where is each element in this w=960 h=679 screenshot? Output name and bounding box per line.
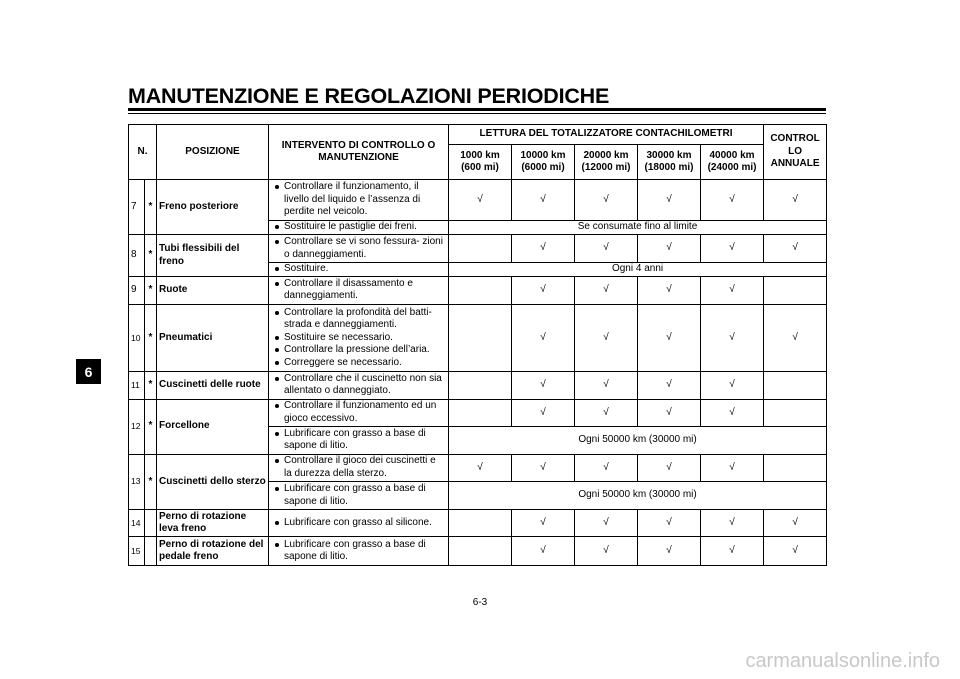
row-number: 12 bbox=[129, 399, 145, 454]
star-mark: * bbox=[145, 180, 157, 235]
check-mark: √ bbox=[638, 304, 701, 371]
row-number: 8 bbox=[129, 235, 145, 277]
action-item: Correggere se necessario. bbox=[271, 357, 446, 370]
check-mark: √ bbox=[512, 180, 575, 221]
check-mark: √ bbox=[575, 372, 638, 400]
check-mark: √ bbox=[764, 509, 827, 537]
check-empty bbox=[449, 399, 512, 427]
row-actions bbox=[269, 399, 449, 427]
check-mark: √ bbox=[701, 235, 764, 263]
interval-text: Se consumate fino al limite bbox=[449, 220, 827, 234]
title-rule-thin bbox=[128, 113, 826, 114]
check-mark: √ bbox=[512, 304, 575, 371]
check-mark: √ bbox=[575, 454, 638, 482]
page-number: 6-3 bbox=[472, 597, 488, 608]
interval-text: Ogni 50000 km (30000 mi) bbox=[449, 427, 827, 455]
row-number: 7 bbox=[129, 180, 145, 235]
row-actions bbox=[269, 262, 449, 276]
action-item: Controllare il gioco dei cuscinetti e la durezza della sterzo. bbox=[271, 455, 446, 480]
star-mark: * bbox=[145, 399, 157, 454]
action-item: Sostituire. bbox=[271, 263, 446, 276]
action-item: Lubrificare con grasso a base di sapone di litio. bbox=[271, 483, 446, 508]
row-actions bbox=[269, 235, 449, 263]
check-mark: √ bbox=[512, 372, 575, 400]
check-mark: √ bbox=[701, 304, 764, 371]
check-mark: √ bbox=[575, 235, 638, 263]
check-empty bbox=[764, 372, 827, 400]
check-mark: √ bbox=[575, 180, 638, 221]
check-mark: √ bbox=[638, 537, 701, 566]
check-mark: √ bbox=[701, 399, 764, 427]
row-actions bbox=[269, 509, 449, 537]
check-mark: √ bbox=[638, 180, 701, 221]
row-position: Cuscinetti dello sterzo bbox=[157, 454, 269, 509]
action-item: Controllare se vi sono fessura- zioni o danneggiamenti. bbox=[271, 236, 446, 261]
interval-text: Ogni 50000 km (30000 mi) bbox=[449, 482, 827, 510]
check-mark: √ bbox=[701, 180, 764, 221]
action-item: Controllare il funzionamento ed un gioco eccessivo. bbox=[271, 400, 446, 425]
check-mark: √ bbox=[638, 235, 701, 263]
table-row bbox=[129, 454, 827, 482]
row-position: Forcellone bbox=[157, 399, 269, 454]
table-row bbox=[129, 235, 827, 263]
check-mark: √ bbox=[575, 509, 638, 537]
star-mark: * bbox=[145, 372, 157, 400]
check-mark: √ bbox=[512, 277, 575, 305]
chapter-tab: 6 bbox=[76, 359, 101, 384]
check-empty bbox=[449, 235, 512, 263]
row-position: Freno posteriore bbox=[157, 180, 269, 235]
page-title: MANUTENZIONE E REGOLAZIONI PERIODICHE bbox=[128, 84, 610, 108]
check-mark: √ bbox=[575, 399, 638, 427]
action-item: Controllare il disassamento e danneggiamenti. bbox=[271, 278, 446, 303]
action-item: Lubrificare con grasso a base di sapone di litio. bbox=[271, 428, 446, 453]
interval-text: Ogni 4 anni bbox=[449, 262, 827, 276]
action-item: Sostituire se necessario. bbox=[271, 332, 446, 345]
title-rule bbox=[128, 108, 826, 111]
row-actions bbox=[269, 427, 449, 455]
row-position: Perno di rotazione leva freno bbox=[157, 509, 269, 537]
check-empty bbox=[764, 454, 827, 482]
check-mark: √ bbox=[764, 180, 827, 221]
header-km-30000: 30000 km (18000 mi) bbox=[638, 145, 701, 180]
check-mark: √ bbox=[638, 372, 701, 400]
action-item: Lubrificare con grasso a base di sapone di litio. bbox=[271, 539, 446, 564]
header-km-40000: 40000 km (24000 mi) bbox=[701, 145, 764, 180]
row-number: 9 bbox=[129, 277, 145, 305]
row-actions bbox=[269, 180, 449, 221]
check-mark: √ bbox=[701, 537, 764, 566]
action-item: Lubrificare con grasso al silicone. bbox=[271, 517, 446, 530]
check-mark: √ bbox=[512, 235, 575, 263]
watermark: carmanualsonline.info bbox=[745, 650, 940, 672]
row-actions bbox=[269, 454, 449, 482]
row-position: Perno di rotazione del pedale freno bbox=[157, 537, 269, 566]
action-item: Sostituire le pastiglie dei freni. bbox=[271, 221, 446, 234]
row-position: Tubi flessibili del freno bbox=[157, 235, 269, 277]
star-mark: * bbox=[145, 235, 157, 277]
row-actions bbox=[269, 482, 449, 510]
check-mark: √ bbox=[638, 277, 701, 305]
header-km-10000: 10000 km (6000 mi) bbox=[512, 145, 575, 180]
star-mark bbox=[145, 509, 157, 537]
check-mark: √ bbox=[575, 277, 638, 305]
table-row bbox=[129, 277, 827, 305]
table-row bbox=[129, 372, 827, 400]
star-mark: * bbox=[145, 304, 157, 371]
maintenance-table bbox=[128, 124, 827, 566]
check-mark: √ bbox=[701, 454, 764, 482]
header-km-20000: 20000 km (12000 mi) bbox=[575, 145, 638, 180]
header-intervention: INTERVENTO DI CONTROLLO O MANUTENZIONE bbox=[269, 125, 449, 180]
row-number: 10 bbox=[129, 304, 145, 371]
check-empty bbox=[764, 277, 827, 305]
row-position: Cuscinetti delle ruote bbox=[157, 372, 269, 400]
header-annual: CONTROL LO ANNUALE bbox=[764, 125, 827, 180]
check-mark: √ bbox=[701, 509, 764, 537]
star-mark: * bbox=[145, 454, 157, 509]
check-mark: √ bbox=[638, 509, 701, 537]
check-empty bbox=[449, 537, 512, 566]
check-mark: √ bbox=[512, 509, 575, 537]
check-mark: √ bbox=[764, 537, 827, 566]
check-mark: √ bbox=[764, 304, 827, 371]
row-number: 11 bbox=[129, 372, 145, 400]
check-mark: √ bbox=[575, 304, 638, 371]
star-mark bbox=[145, 537, 157, 566]
row-number: 13 bbox=[129, 454, 145, 509]
header-num: N. bbox=[129, 125, 157, 180]
table-row bbox=[129, 180, 827, 221]
check-empty bbox=[764, 399, 827, 427]
header-odometer: LETTURA DEL TOTALIZZATORE CONTACHILOMETRI bbox=[449, 125, 764, 145]
action-item: Controllare il funzionamento, il livello del liquido e l’assenza di perdite nel veicolo. bbox=[271, 181, 446, 219]
row-position: Ruote bbox=[157, 277, 269, 305]
check-mark: √ bbox=[701, 372, 764, 400]
check-mark: √ bbox=[575, 537, 638, 566]
row-number: 15 bbox=[129, 537, 145, 566]
check-empty bbox=[449, 372, 512, 400]
check-mark: √ bbox=[764, 235, 827, 263]
row-position: Pneumatici bbox=[157, 304, 269, 371]
check-mark: √ bbox=[701, 277, 764, 305]
header-km-1000: 1000 km (600 mi) bbox=[449, 145, 512, 180]
row-actions bbox=[269, 277, 449, 305]
check-mark: √ bbox=[449, 180, 512, 221]
table-row bbox=[129, 399, 827, 427]
check-empty bbox=[449, 277, 512, 305]
row-actions bbox=[269, 304, 449, 371]
table-row bbox=[129, 537, 827, 566]
action-item: Controllare la profondità del batti- strada e danneggiamenti. bbox=[271, 307, 446, 332]
check-mark: √ bbox=[638, 399, 701, 427]
check-empty bbox=[449, 509, 512, 537]
check-mark: √ bbox=[638, 454, 701, 482]
star-mark: * bbox=[145, 277, 157, 305]
row-number: 14 bbox=[129, 509, 145, 537]
check-mark: √ bbox=[512, 537, 575, 566]
row-actions bbox=[269, 372, 449, 400]
row-actions bbox=[269, 537, 449, 566]
check-empty bbox=[449, 304, 512, 371]
header-position: POSIZIONE bbox=[157, 125, 269, 180]
table-row bbox=[129, 509, 827, 537]
action-item: Controllare che il cuscinetto non sia allentato o danneggiato. bbox=[271, 373, 446, 398]
row-actions bbox=[269, 220, 449, 234]
action-item: Controllare la pressione dell’aria. bbox=[271, 344, 446, 357]
table-row bbox=[129, 304, 827, 371]
check-mark: √ bbox=[449, 454, 512, 482]
check-mark: √ bbox=[512, 454, 575, 482]
check-mark: √ bbox=[512, 399, 575, 427]
